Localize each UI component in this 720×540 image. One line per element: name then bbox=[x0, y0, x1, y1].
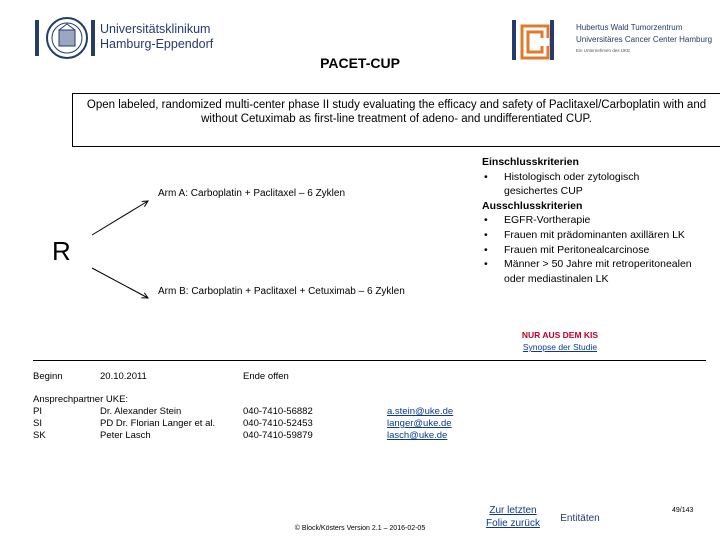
entities-link[interactable]: Entitäten bbox=[560, 513, 600, 524]
exclusion-item-text: EGFR-Vortherapie bbox=[504, 214, 591, 227]
hw-name-line1: Hubertus Wald Tumorzentrum bbox=[576, 23, 683, 32]
arm-a-label: Arm A: Carboplatin + Paclitaxel – 6 Zyklen bbox=[158, 188, 346, 199]
bullet: • bbox=[484, 170, 488, 183]
contact-name: Peter Lasch bbox=[100, 430, 151, 441]
arrow-to-arm-b bbox=[92, 268, 148, 298]
hw-name-line2: Universitäres Cancer Center Hamburg bbox=[576, 35, 713, 44]
contact-role: SI bbox=[33, 418, 42, 429]
contact-email[interactable]: a.stein@uke.de bbox=[387, 406, 454, 417]
exclusion-item bbox=[482, 257, 692, 286]
contact-phone: 040-7410-59879 bbox=[243, 430, 313, 441]
bullet: • bbox=[484, 228, 488, 241]
page-number: 49/143 bbox=[672, 507, 694, 514]
contacts-title: Ansprechpartner UKE: bbox=[33, 394, 129, 405]
contact-email[interactable]: langer@uke.de bbox=[387, 418, 452, 429]
bullet: • bbox=[484, 214, 488, 227]
exclusion-item bbox=[482, 243, 692, 258]
kis-note: NUR AUS DEM KIS bbox=[521, 330, 599, 340]
footer-copyright: © Block/Kösters Version 2.1 – 2016-02-05 bbox=[294, 525, 426, 532]
contact-phone: 040-7410-56882 bbox=[243, 406, 313, 417]
exclusion-title: Ausschlusskriterien bbox=[482, 199, 583, 212]
page-title: PACET-CUP bbox=[320, 55, 400, 71]
contact-name: Dr. Alexander Stein bbox=[100, 406, 182, 417]
contact-phone: 040-7410-52453 bbox=[243, 418, 313, 429]
bullet: • bbox=[484, 258, 488, 271]
hw-subtitle: Ein Unternehmen des UKE bbox=[576, 48, 631, 53]
exclusion-item bbox=[482, 213, 692, 228]
arrow-to-arm-a bbox=[92, 201, 148, 235]
inclusion-title: Einschlusskriterien bbox=[482, 156, 579, 168]
kis-block bbox=[500, 329, 620, 353]
exclusion-item bbox=[482, 228, 692, 243]
contact-role: PI bbox=[33, 406, 42, 417]
begin-label: Beginn bbox=[33, 371, 63, 382]
inclusion-item-text: Histologisch oder zytologisch gesichertes CUP bbox=[504, 170, 640, 198]
uke-name-line1: Universitätsklinikum bbox=[100, 22, 211, 36]
divider bbox=[33, 360, 706, 361]
contact-email[interactable]: lasch@uke.de bbox=[387, 430, 448, 441]
back-link-line2: Folie zurück bbox=[486, 518, 540, 529]
back-link-line1: Zur letzten bbox=[489, 505, 537, 516]
exclusion-item-text: Männer > 50 Jahre mit retroperitonealen oder mediastinalen LK bbox=[504, 258, 692, 285]
exclusion-item-text: Frauen mit prädominanten axillären LK bbox=[504, 228, 685, 241]
synopsis-link[interactable]: Synopse der Studie bbox=[522, 342, 598, 352]
exclusion-item-text: Frauen mit Peritonealcarcinose bbox=[504, 243, 650, 256]
end-status: Ende offen bbox=[243, 371, 289, 382]
bullet: • bbox=[484, 243, 488, 256]
study-description: Open labeled, randomized multi-center phase II study evaluating the efficacy and safety of Paclitaxel/Carboplatin with and without Cetuximab as first-line treatment of adeno- and undifferentiated CUP. bbox=[72, 93, 720, 147]
criteria-box bbox=[482, 155, 692, 286]
randomization-label: R bbox=[52, 236, 71, 266]
begin-date: 20.10.2011 bbox=[100, 371, 147, 382]
inclusion-item bbox=[482, 170, 692, 199]
uke-name-line2: Hamburg-Eppendorf bbox=[100, 37, 214, 51]
contact-role: SK bbox=[33, 430, 46, 441]
arm-b-label: Arm B: Carboplatin + Paclitaxel + Cetuximab – 6 Zyklen bbox=[158, 286, 405, 297]
contact-name: PD Dr. Florian Langer et al. bbox=[100, 418, 216, 429]
